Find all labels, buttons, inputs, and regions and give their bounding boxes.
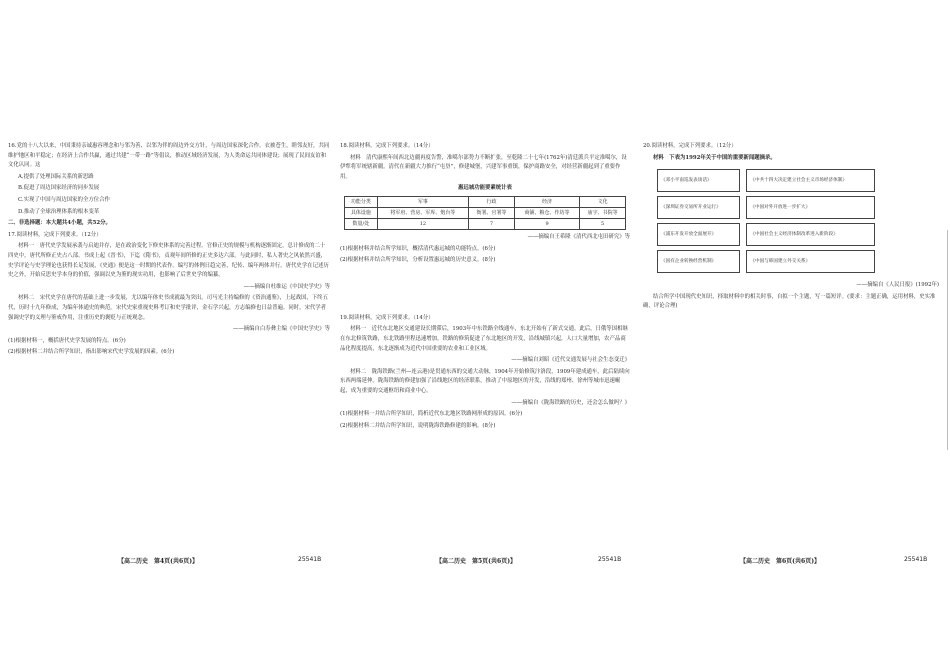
page-4-footer [118, 556, 198, 565]
page-6-footer [740, 556, 820, 565]
table-cell: 12 [377, 218, 468, 229]
q16-option-b: B.促进了周边国家经济的同步发展 [18, 185, 100, 192]
page-4-column [8, 140, 330, 360]
table-cell: 将军府、营房、军库、炮台等 [377, 207, 468, 218]
section-2-heading: 二、非选择题：本大题共4小题，共52分。 [8, 220, 111, 227]
q16-option-a: A.提供了处理国际关系的新思路 [18, 173, 94, 180]
table-cell: 5 [580, 218, 626, 229]
table-cell: 文化 [580, 196, 626, 207]
table-cell: 《深圳证券交易所开业运行》 [657, 196, 740, 219]
table-cell: 经济 [514, 196, 579, 207]
q18-table [344, 196, 626, 230]
q18-table-title: 惠远城功能要素统计表 [458, 185, 512, 192]
q19-material-1-source: ——摘编自刘昭《近代交通发展与社会生态变迁》 [511, 357, 630, 364]
q18-material: 材料 清代康熙年间西北边疆再度告警，准噶尔部势力不断扩张，至乾隆二十七年(1762年)清廷派兵平定准噶尔，设伊犁将军统辖新疆。清代在新疆大力推行“屯垦”，修建城堡，兴建军事重镇，保护商路安全，对经营新疆起到了重要作用。 [340, 154, 627, 180]
table-cell: 具体设施 [345, 207, 378, 218]
q19-material-2: 材料二 陇海铁路(兰州—连云港)是贯通东西的交通大动脉，1904年开始修筑汴洛段，1909年建成通车，此后陆续向东西两端延伸。陇海铁路的修建加强了沿线地区的经济联系，推动了中原地区的开发，沿线的郑州、徐州等城市迅速崛起，成为重要的交通枢纽和商业中心。 [340, 368, 630, 394]
table-cell: 数量/处 [345, 218, 378, 229]
table-cell: 衙署、官署等 [469, 207, 515, 218]
q17-stem: 17.阅读材料，完成下列要求。（12分） [8, 231, 102, 238]
q20-table [651, 165, 881, 277]
table-row [657, 223, 875, 246]
table-cell: 9 [514, 218, 579, 229]
table-cell: 《中国社会主义经济体制改革进入新阶段》 [746, 223, 875, 246]
q19-stem: 19.阅读材料，完成下列要求。（14分） [340, 314, 434, 321]
table-cell: 《邓小平南巡发表谈话》 [657, 169, 740, 192]
q16-option-d: D.推动了全球治理体系的根本变革 [18, 208, 100, 215]
q20-source: ——摘编自《人民日报》(1992年) [856, 282, 939, 289]
q20-material: 材料 下表为1992年关于中国的重要新闻题摘录。 [653, 154, 776, 161]
table-cell: 《中国与韩国建立外交关系》 [746, 250, 875, 273]
table-cell: 庙宇、书院等 [580, 207, 626, 218]
page-5-column [340, 140, 630, 433]
q16-stem: 16.党的十八大以来，中国秉持亲诚惠容理念和与邻为善、以邻为伴的周边外交方针，与周边国家深化合作。衣被苍生，睦邻友好，共同维护地区和平稳定；在经济上合作共赢，通过共建“一带一路”等倡议，推动区域经济发展，为人类命运共同体建设；展现了民间友谊和文化认同。这 [8, 143, 330, 169]
answer-space [340, 268, 630, 312]
q17-material-2-source: ——摘编自白寿彝主编《中国史学史》等 [232, 326, 330, 333]
page-6-column [643, 140, 939, 314]
table-row [657, 250, 875, 273]
q18-ask-1: (1)根据材料并结合所学知识，概括清代惠远城的功能特点。(6分) [340, 245, 496, 252]
page-5-footer-text: 【高二历史 第5页(共6页)】 [436, 558, 517, 565]
table-cell: 军事 [377, 196, 468, 207]
table-cell: 7 [469, 218, 515, 229]
table-cell: 商铺、粮仓、作坊等 [514, 207, 579, 218]
q17-material-1: 材料一 唐代史学发展承袭与启迪并存，是在政治变化下修史体系的完善过程。官修正史的规模与机构逐渐固定，总计修成的二十四史中，唐代所修正史占八部。书成上起《晋书》，下迄《隋书》，贞观年间所修的正史多达六部。与此同时，私人著史之风依然兴盛，史学评论与史学理论也获得长足发展，《史通》便是这一时期的代表作。编写的体例日趋完善，纪传、编年两体并行。唐代史学在记述历史之外，开始反思史学本身的价值，强调以史为鉴的现实功用，也影响了后世史学的编纂。 [8, 243, 329, 279]
table-cell: 功能分类 [345, 196, 378, 207]
q18-stem: 18.阅读材料，完成下列要求。（14分） [340, 143, 434, 149]
q19-material-2-source: ——摘编自《陇海铁路的历史，还会怎么做吗？》 [511, 399, 630, 406]
page-4-footer-text: 【高二历史 第4页(共6页)】 [118, 558, 199, 565]
q19-ask-2: (2)根据材料二并结合所学知识，说明陇海铁路修建的影响。(8分) [340, 422, 496, 429]
q18-source: ——摘编自王希隆《清代西北屯田研究》等 [527, 233, 630, 240]
table-cell: 《浦东开发开放全面展开》 [657, 223, 740, 246]
q19-material-1: 材料一 近代东北地区交通建设长期滞后，1903年中东铁路全线通车，东北开始有了新式交通。此后，日俄等国相继在东北修筑铁路，东北铁路里程迅速增加。铁路的修筑促进了东北地区的开发，沿线城镇兴起，人口大量增加，农产品商品化程度提高，东北逐渐成为近代中国重要的农业和工业区域。 [340, 326, 628, 352]
q17-material-2: 材料二 宋代史学在唐代的基础上进一步发展，尤以编年体史书成就最为突出。司马光主持编修的《资治通鉴》，上起战国，下终五代，历时十九年修成，为编年体通史的典范。宋代史家重视史料考订和史学批评，金石学兴起，方志编修也日益普遍。同时，宋代学者强调史学的义理与鉴戒作用，注重历史的褒贬与正统观念。 [8, 295, 328, 321]
q19-ask-1: (1)根据材料一并结合所学知识，简析近代东北地区铁路网形成的原因。(6分) [340, 411, 523, 418]
table-cell: 《国有企业转换经营机制》 [657, 250, 740, 273]
table-row [657, 169, 875, 192]
table-cell: 行政 [469, 196, 515, 207]
page-4-code: 25541B [298, 556, 322, 563]
q17-material-1-source: ——摘编自杜维运《中国史学史》等 [243, 283, 330, 290]
page-6-code: 25541B [904, 556, 928, 563]
q20-ask: 结合所学中国现代史知识，择取材料中的相关时事，自拟一个主题，写一篇短评。(要求：主题正确，运用材料，史实准确，评论合理) [643, 293, 936, 310]
page-6-footer-text: 【高二历史 第6页(共6页)】 [740, 558, 821, 565]
page-5-code: 25541B [598, 556, 622, 563]
table-row [345, 218, 626, 229]
table-row [657, 196, 875, 219]
q20-stem: 20.阅读材料，完成下列要求。（12分） [643, 143, 737, 149]
page-5-footer [436, 556, 516, 565]
q17-ask-1: (1)根据材料一，概括唐代史学发展的特点。(6分) [8, 337, 126, 344]
q18-ask-2: (2)根据材料并结合所学知识，分析设置惠远城的历史意义。(8分) [340, 257, 496, 264]
q16-option-c: C.实现了中国与周边国家的全方位合作 [18, 196, 110, 203]
table-cell: 《中共十四大决定建立社会主义市场经济体制》 [746, 169, 875, 192]
table-row [345, 196, 626, 207]
table-row [345, 207, 626, 218]
q17-ask-2: (2)根据材料二并结合所学知识，指出影响宋代史学发展的因素。(6分) [8, 349, 175, 356]
right-edge-line [947, 230, 948, 450]
table-cell: 《中国对外开放进一步扩大》 [746, 196, 875, 219]
